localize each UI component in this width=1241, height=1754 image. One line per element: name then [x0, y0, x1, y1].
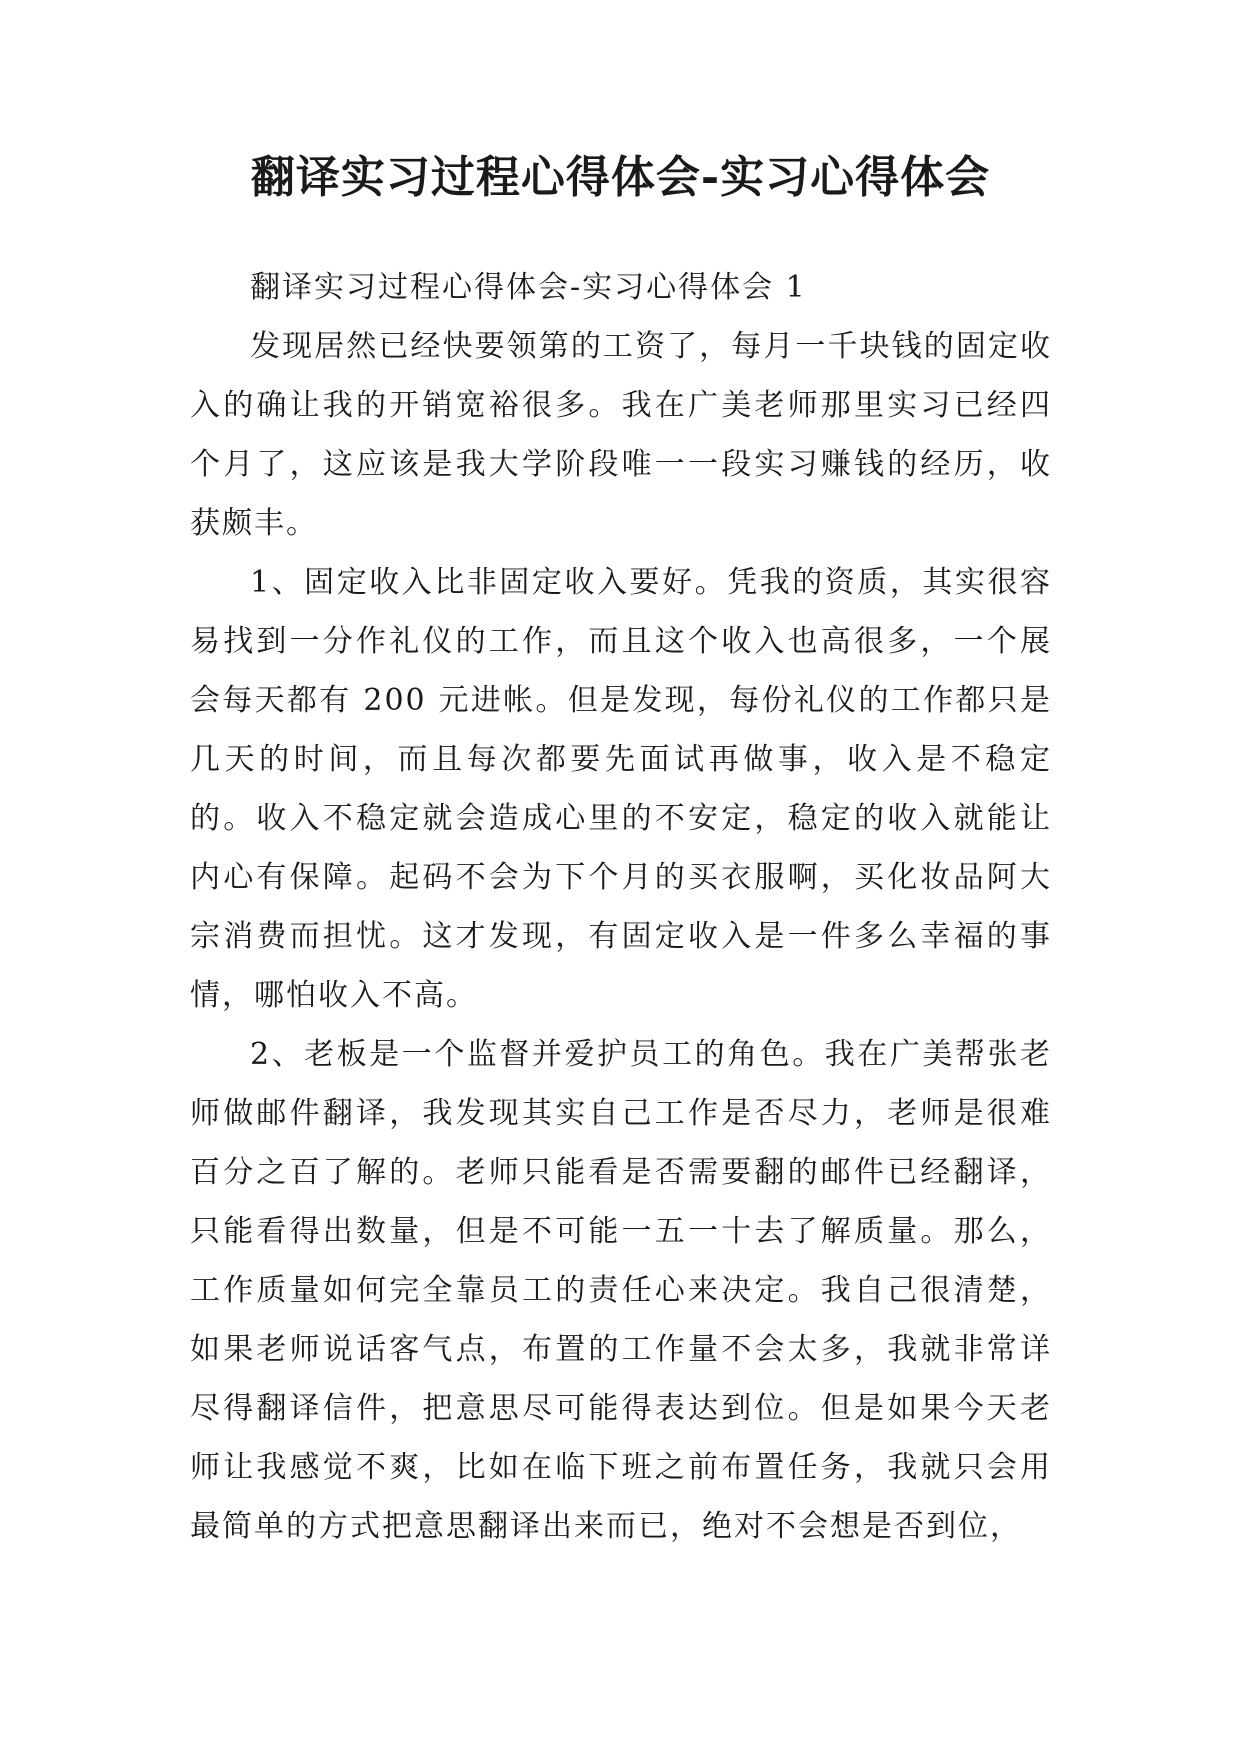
paragraph-intro: 发现居然已经快要领第的工资了，每月一千块钱的固定收入的确让我的开销宽裕很多。我在广美老师那里实习已经四个月了，这应该是我大学阶段唯一一段实习赚钱的经历，收获颇丰。: [190, 329, 1052, 541]
paragraph-point-2: 2、老板是一个监督并爱护员工的角色。我在广美帮张老师做邮件翻译，我发现其实自己工作是否尽力，老师是很难百分之百了解的。老师只能看是否需要翻的邮件已经翻译，只能看得出数量，但是不可能一五一十去了解质量。那么，工作质量如何完全靠员工的责任心来决定。我自己很清楚，如果老师说话客气点，布置的工作量不会太多，我就非常详尽得翻译信件，把意思尽可能得表达到位。但是如果今天老师让我感觉不爽，比如在临下班之前布置任务，我就只会用最简单的方式把意思翻译出来而已，绝对不会想是否到位，: [190, 1037, 1052, 1544]
document-body: [190, 258, 1052, 1556]
paragraph-subtitle: 翻译实习过程心得体会-实习心得体会 1: [250, 270, 807, 305]
document-title: 翻译实习过程心得体会-实习心得体会: [250, 152, 991, 203]
paragraph-point-1: 1、固定收入比非固定收入要好。凭我的资质，其实很容易找到一分作礼仪的工作，而且这个收入也高很多，一个展会每天都有 200 元进帐。但是发现，每份礼仪的工作都只是几天的时间，而且每次都要先面试再做事，收入是不稳定的。收入不稳定就会造成心里的不安定，稳定的收入就能让内心有保障。起码不会为下个月的买衣服啊，买化妆品阿大宗消费而担忧。这才发现，有固定收入是一件多么幸福的事情，哪怕收入不高。: [190, 565, 1052, 1013]
